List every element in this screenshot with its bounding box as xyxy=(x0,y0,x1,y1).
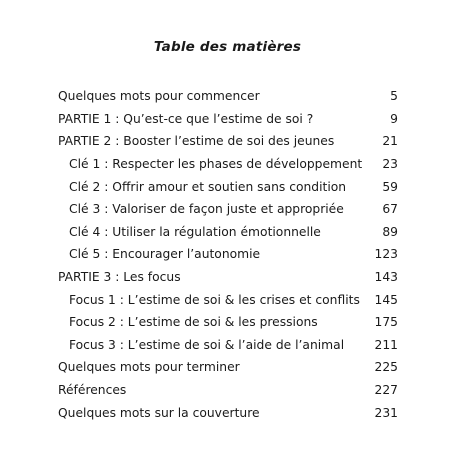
toc-entry-page: 9 xyxy=(390,111,398,126)
toc-entry-page: 123 xyxy=(374,247,398,262)
toc-entry xyxy=(58,334,398,357)
toc-entry-page: 225 xyxy=(374,360,398,375)
toc-entry-page: 5 xyxy=(390,89,398,104)
toc-entry-page: 145 xyxy=(374,292,398,307)
toc-entry-page: 67 xyxy=(382,202,398,217)
toc-entry-label: Focus 2 : L’estime de soi & les pressions xyxy=(69,315,318,330)
toc-entry-page: 21 xyxy=(382,134,398,149)
toc-entry-label: Quelques mots pour commencer xyxy=(58,89,260,104)
toc-entry-label: Clé 1 : Respecter les phases de développement xyxy=(69,157,363,172)
toc-entry-page: 89 xyxy=(382,224,398,239)
toc-entry-label: Focus 3 : L’estime de soi & l’aide de l’animal xyxy=(69,337,345,352)
toc-entry-page: 211 xyxy=(374,337,398,352)
toc-entry xyxy=(58,198,398,221)
toc-entry-page: 23 xyxy=(382,157,398,172)
toc-entry xyxy=(58,85,398,108)
toc-entry-label: Clé 2 : Offrir amour et soutien sans condition xyxy=(69,179,347,194)
toc-entry-label: Clé 3 : Valoriser de façon juste et appropriée xyxy=(69,202,344,217)
toc-entry xyxy=(58,243,398,266)
toc-entry xyxy=(58,288,398,311)
toc-entry xyxy=(58,175,398,198)
toc-entry xyxy=(58,108,398,131)
toc-entry-page: 227 xyxy=(374,383,398,398)
toc-entry-label: Clé 4 : Utiliser la régulation émotionnelle xyxy=(69,224,321,239)
toc-entry-label: Références xyxy=(58,383,127,398)
toc-entry-label: Focus 1 : L’estime de soi & les crises et conflits xyxy=(69,292,360,307)
toc-entry xyxy=(58,221,398,244)
toc-entry-page: 143 xyxy=(374,270,398,285)
toc-entry-label: PARTIE 2 : Booster l’estime de soi des jeunes xyxy=(58,134,335,149)
toc-entry-page: 231 xyxy=(374,405,398,420)
toc-entry-label: Clé 5 : Encourager l’autonomie xyxy=(69,247,261,262)
table-of-contents xyxy=(58,85,398,424)
toc-entry-page: 175 xyxy=(374,315,398,330)
toc-entry xyxy=(58,379,398,402)
toc-entry-label: PARTIE 3 : Les focus xyxy=(58,270,181,285)
toc-entry xyxy=(58,356,398,379)
toc-entry xyxy=(58,266,398,289)
toc-entry xyxy=(58,153,398,176)
toc-entry-label: Quelques mots sur la couverture xyxy=(58,405,260,420)
toc-entry xyxy=(58,311,398,334)
toc-entry-label: PARTIE 1 : Qu’est-ce que l’estime de soi ? xyxy=(58,111,314,126)
toc-entry xyxy=(58,130,398,153)
page-title: Table des matières xyxy=(153,39,302,55)
toc-entry-label: Quelques mots pour terminer xyxy=(58,360,240,375)
toc-entry-page: 59 xyxy=(382,179,398,194)
toc-entry xyxy=(58,401,398,424)
